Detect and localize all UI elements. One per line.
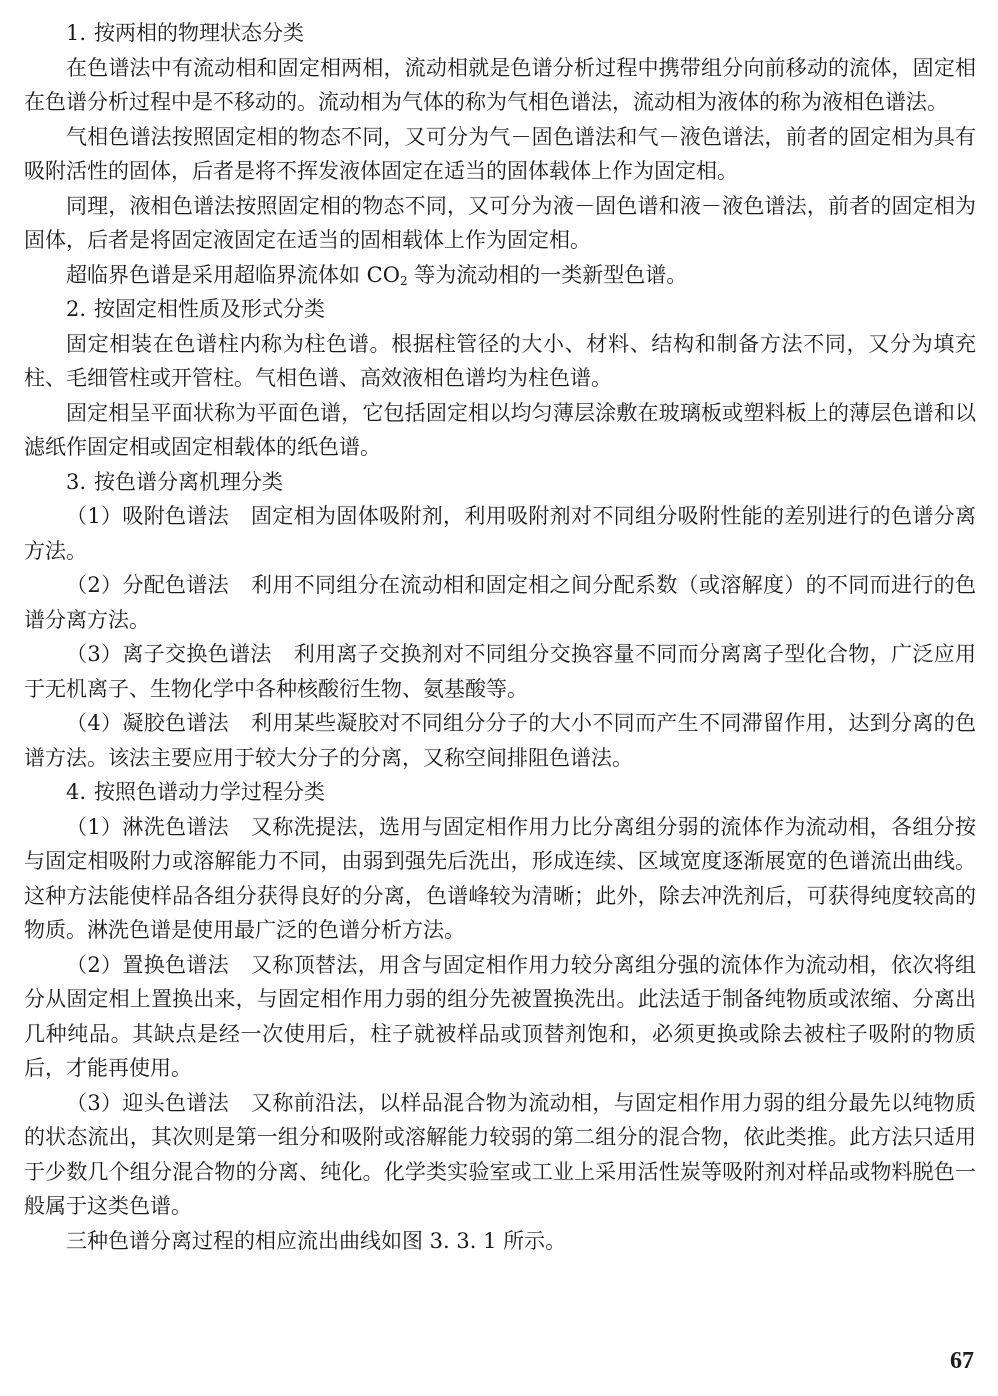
- section-heading-4: [24, 775, 976, 810]
- text-run: 超临界色谱是采用超临界流体如 CO: [66, 262, 400, 287]
- paragraph: 同理，液相色谱法按照固定相的物态不同，又可分为液－固色谱和液－液色谱法，前者的固定相为固体，后者是将固定液固定在适当的固相载体上作为固定相。: [24, 193, 976, 252]
- page-number: 67: [950, 1348, 974, 1374]
- list-item: [24, 948, 976, 1086]
- page-content: [24, 16, 976, 1258]
- paragraph: 三种色谱分离过程的相应流出曲线如图 3. 3. 1 所示。: [66, 1228, 567, 1253]
- item-term: （2）分配色谱法: [66, 573, 230, 597]
- subscript: 2: [399, 273, 408, 288]
- paragraph: 在色谱法中有流动相和固定相两相，流动相就是色谱分析过程中携带组分向前移动的流体，固定相在色谱分析过程中是不移动的。流动相为气体的称为气相色谱法，流动相为液体的称为液相色谱法。: [24, 55, 976, 114]
- item-text: 又称顶替法，用含与固定相作用力较分离组分强的流体作为流动相，依次将组分从固定相上置换出来，与固定相作用力弱的组分先被置换洗出。此法适于制备纯物质或浓缩、分离出几种纯品。其缺点是经一次使用后，柱子就被样品或顶替剂饱和，必须更换或除去被柱子吸附的物质后，才能再使用。: [24, 952, 976, 1080]
- item-text: 又称前沿法，以样品混合物为流动相，与固定相作用力弱的组分最先以纯物质的状态流出，其次则是第一组分和吸附或溶解能力较弱的第二组分的混合物，依此类推。此方法只适用于少数几个组分混合物的分离、纯化。化学类实验室或工业上采用活性炭等吸附剂对样品或物料脱色一般属于这类色谱。: [24, 1090, 976, 1218]
- list-item: [24, 637, 976, 706]
- list-item: [24, 810, 976, 948]
- list-item: [24, 568, 976, 637]
- text-run: 等为流动相的一类新型色谱。: [407, 262, 688, 287]
- section-heading-3: [24, 465, 976, 500]
- paragraph: 固定相呈平面状称为平面色谱，它包括固定相以均匀薄层涂敷在玻璃板或塑料板上的薄层色谱和以滤纸作固定相或固定相载体的纸色谱。: [24, 400, 976, 459]
- item-text: 利用不同组分在流动相和固定相之间分配系数（或溶解度）的不同而进行的色谱分离方法。: [24, 573, 976, 632]
- list-item: [24, 1086, 976, 1224]
- item-text: 利用离子交换剂对不同组分交换容量不同而分离离子型化合物，广泛应用于无机离子、生物化学中各种核酸衍生物、氨基酸等。: [24, 642, 976, 701]
- list-item: [24, 706, 976, 775]
- list-item: [24, 499, 976, 568]
- section-number: 2.: [66, 297, 87, 321]
- item-text: 固定相为固体吸附剂，利用吸附剂对不同组分吸附性能的差别进行的色谱分离方法。: [24, 504, 976, 563]
- item-text: 利用某些凝胶对不同组分分子的大小不同而产生不同滞留作用，达到分离的色谱方法。该法主要应用于较大分子的分离，又称空间排阻色谱法。: [24, 711, 976, 770]
- item-term: （2）置换色谱法: [66, 952, 230, 977]
- paragraph: 气相色谱法按照固定相的物态不同，又可分为气－固色谱法和气－液色谱法，前者的固定相为具有吸附活性的固体，后者是将不挥发液体固定在适当的固体载体上作为固定相。: [24, 124, 976, 183]
- section-title: 按固定相性质及形式分类: [94, 297, 326, 321]
- section-number: 4.: [66, 780, 87, 804]
- item-term: （1）吸附色谱法: [66, 504, 230, 528]
- section-heading-1: [24, 16, 976, 51]
- item-term: （4）凝胶色谱法: [66, 711, 230, 735]
- item-term: （1）淋洗色谱法: [66, 814, 230, 839]
- item-term: （3）迎头色谱法: [66, 1090, 230, 1115]
- section-number: 3.: [66, 469, 87, 494]
- item-term: （3）离子交换色谱法: [66, 642, 272, 666]
- paragraph: [24, 258, 976, 293]
- paragraph: 固定相装在色谱柱内称为柱色谱。根据柱管径的大小、材料、结构和制备方法不同，又分为填充柱、毛细管柱或开管柱。气相色谱、高效液相色谱均为柱色谱。: [24, 331, 976, 390]
- item-text: 又称洗提法，选用与固定相作用力比分离组分弱的流体作为流动相，各组分按与固定相吸附力或溶解能力不同，由弱到强先后洗出，形成连续、区域宽度逐渐展宽的色谱流出曲线。这种方法能使样品各组分获得良好的分离，色谱峰较为清晰；此外，除去冲洗剂后，可获得纯度较高的物质。淋洗色谱是使用最广泛的色谱分析方法。: [24, 814, 976, 942]
- section-number: 1.: [66, 21, 87, 45]
- section-title: 按照色谱动力学过程分类: [94, 780, 326, 804]
- section-title: 按色谱分离机理分类: [94, 469, 284, 494]
- section-title: 按两相的物理状态分类: [94, 21, 305, 45]
- section-heading-2: [24, 292, 976, 327]
